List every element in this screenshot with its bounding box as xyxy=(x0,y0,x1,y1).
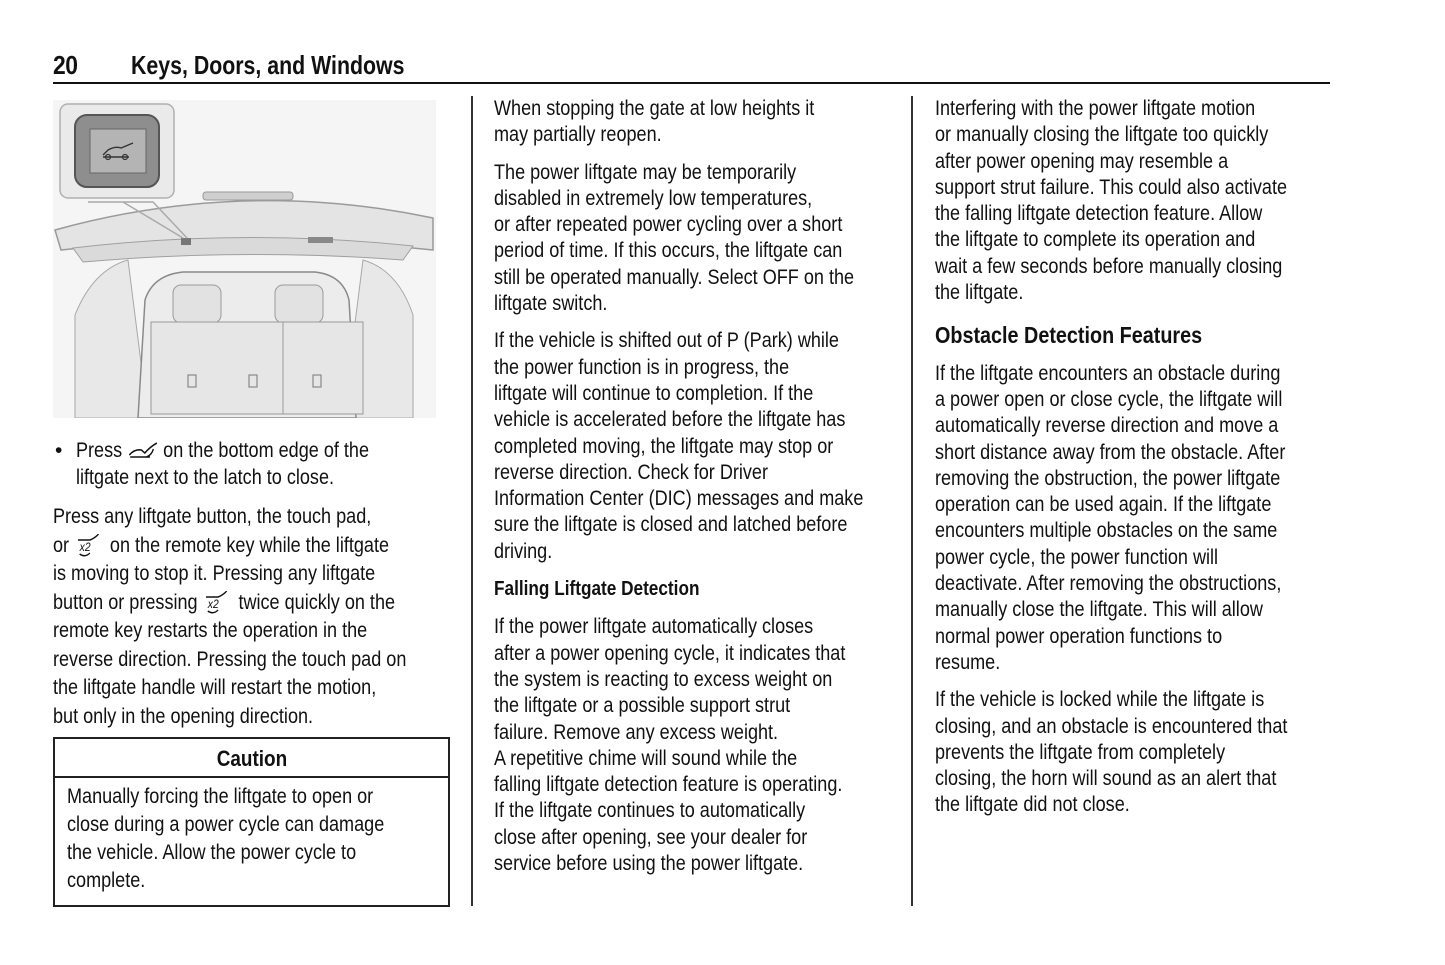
text-line: driving. xyxy=(494,539,553,563)
text-line: is moving to stop it. Pressing any liftgate xyxy=(53,562,376,585)
text-fragment: on the remote key while the liftgate xyxy=(109,533,390,557)
text-line: If the vehicle is shifted out of P (Park) while xyxy=(494,329,839,353)
paragraph xyxy=(494,328,894,565)
svg-text:x2: x2 xyxy=(79,541,91,555)
text-line: completed moving, the liftgate may stop or xyxy=(494,434,834,458)
text-line: normal power operation functions to xyxy=(935,624,1223,648)
column-divider xyxy=(471,96,473,906)
text-line: complete. xyxy=(67,869,146,892)
caution-body xyxy=(55,778,448,900)
text-line: reverse direction. Check for Driver xyxy=(494,460,769,484)
text-line: close during a power cycle can damage xyxy=(67,813,385,836)
text-fragment: or xyxy=(53,533,70,557)
subheading-text: Falling Liftgate Detection xyxy=(494,578,700,601)
paragraph xyxy=(935,361,1335,677)
text-line: or manually closing the liftgate too quickly xyxy=(935,123,1269,147)
text-line: removing the obstruction, the power liftgate xyxy=(935,466,1281,490)
text-line: after a power opening cycle, it indicates that xyxy=(494,641,846,665)
column-3 xyxy=(935,96,1335,830)
caution-title xyxy=(55,739,448,778)
text-line: period of time. If this occurs, the liftgate can xyxy=(494,239,843,263)
text-line: Information Center (DIC) messages and make xyxy=(494,487,864,511)
subheading-obstacle-detection xyxy=(935,322,1335,348)
column-divider xyxy=(911,96,913,906)
text-line xyxy=(53,589,406,618)
text-line: wait a few seconds before manually closing xyxy=(935,254,1283,278)
paragraph xyxy=(494,614,894,877)
text-line: prevents the liftgate from completely xyxy=(935,740,1226,764)
text-line: the liftgate or a possible support strut xyxy=(494,694,791,718)
column-2 xyxy=(494,96,894,888)
text-line: falling liftgate detection feature is operating. xyxy=(494,773,843,797)
paragraph xyxy=(935,96,1335,306)
paragraph xyxy=(494,96,894,149)
text-line: liftgate switch. xyxy=(494,292,608,316)
text-line: the power function is in progress, the xyxy=(494,355,790,379)
page-header xyxy=(53,48,1330,84)
text-line: Press any liftgate button, the touch pad, xyxy=(53,505,372,528)
text-line: The power liftgate may be temporarily xyxy=(494,160,797,184)
text-line: disabled in extremely low temperatures, xyxy=(494,186,813,210)
svg-text:x2: x2 xyxy=(207,598,219,612)
text-line: still be operated manually. Select OFF on the xyxy=(494,265,855,289)
text-line: support strut failure. This could also activate xyxy=(935,175,1288,199)
text-line: power cycle, the power function will xyxy=(935,545,1219,569)
text-line: or after repeated power cycling over a short xyxy=(494,213,843,237)
liftgate-close-icon xyxy=(127,441,158,461)
text-line: the vehicle. Allow the power cycle to xyxy=(67,841,357,864)
text-line: If the power liftgate automatically closes xyxy=(494,615,814,639)
text-line: If the vehicle is locked while the liftgate is xyxy=(935,688,1265,712)
text-line: service before using the power liftgate. xyxy=(494,852,804,876)
text-line: after power opening may resemble a xyxy=(935,149,1229,173)
x2-remote-liftgate-icon xyxy=(203,591,229,615)
liftgate-cargo-illustration-icon xyxy=(53,100,436,418)
text-fragment: button or pressing xyxy=(53,590,198,614)
subheading-text: Obstacle Detection Features xyxy=(935,322,1203,349)
bullet-text: Press xyxy=(76,439,123,462)
text-line: closing, and an obstacle is encountered that xyxy=(935,714,1288,738)
text-line: may partially reopen. xyxy=(494,123,662,147)
text-line: deactivate. After removing the obstructions, xyxy=(935,572,1282,596)
text-line: encounters multiple obstacles on the same xyxy=(935,519,1278,543)
text-line: sure the liftgate is closed and latched before xyxy=(494,513,848,537)
text-line: Manually forcing the liftgate to open or xyxy=(67,785,374,808)
text-line: close after opening, see your dealer for xyxy=(494,825,808,849)
paragraph xyxy=(494,160,894,318)
text-line: the liftgate did not close. xyxy=(935,793,1130,817)
x2-remote-liftgate-icon xyxy=(74,534,100,558)
paragraph xyxy=(935,687,1335,818)
text-line: resume. xyxy=(935,650,1001,674)
caution-box xyxy=(53,737,450,907)
text-line: failure. Remove any excess weight. xyxy=(494,720,779,744)
text-line: manually close the liftgate. This will allow xyxy=(935,598,1263,622)
text-line: liftgate will continue to completion. If the xyxy=(494,381,814,405)
text-line: the falling liftgate detection feature. Allow xyxy=(935,202,1263,226)
text-line: A repetitive chime will sound while the xyxy=(494,746,798,770)
text-line: reverse direction. Pressing the touch pad on xyxy=(53,647,407,671)
text-line: the liftgate handle will restart the motion, xyxy=(53,676,377,699)
text-line: If the liftgate encounters an obstacle during xyxy=(935,361,1281,385)
bullet-text: on the bottom edge of the xyxy=(163,439,370,462)
text-line: the system is reacting to excess weight on xyxy=(494,667,833,691)
text-line xyxy=(53,532,406,561)
text-line: Interfering with the power liftgate motion xyxy=(935,97,1256,120)
text-line: short distance away from the obstacle. After xyxy=(935,440,1286,464)
bullet-dot: • xyxy=(55,439,63,462)
page-number: 20 xyxy=(53,50,78,80)
text-line: operation can be used again. If the liftgate xyxy=(935,493,1272,517)
text-line: the liftgate to complete its operation and xyxy=(935,228,1256,252)
paragraph xyxy=(53,503,464,731)
liftgate-illustration xyxy=(53,100,436,418)
bullet-text: liftgate next to the latch to close. xyxy=(76,466,335,489)
text-line: automatically reverse direction and move a xyxy=(935,414,1279,438)
text-line: When stopping the gate at low heights it xyxy=(494,97,815,120)
text-line: a power open or close cycle, the liftgate will xyxy=(935,387,1283,411)
text-fragment: twice quickly on the xyxy=(238,590,396,614)
subheading-falling-liftgate xyxy=(494,576,894,602)
caution-title-text: Caution xyxy=(216,746,287,771)
section-title: Keys, Doors, and Windows xyxy=(131,50,405,80)
text-line: If the liftgate continues to automatically xyxy=(494,799,806,823)
text-line: the liftgate. xyxy=(935,281,1024,305)
text-line: vehicle is accelerated before the liftgate has xyxy=(494,408,846,432)
text-line: closing, the horn will sound as an alert that xyxy=(935,767,1277,791)
text-line: remote key restarts the operation in the xyxy=(53,619,368,642)
text-line: but only in the opening direction. xyxy=(53,704,314,728)
